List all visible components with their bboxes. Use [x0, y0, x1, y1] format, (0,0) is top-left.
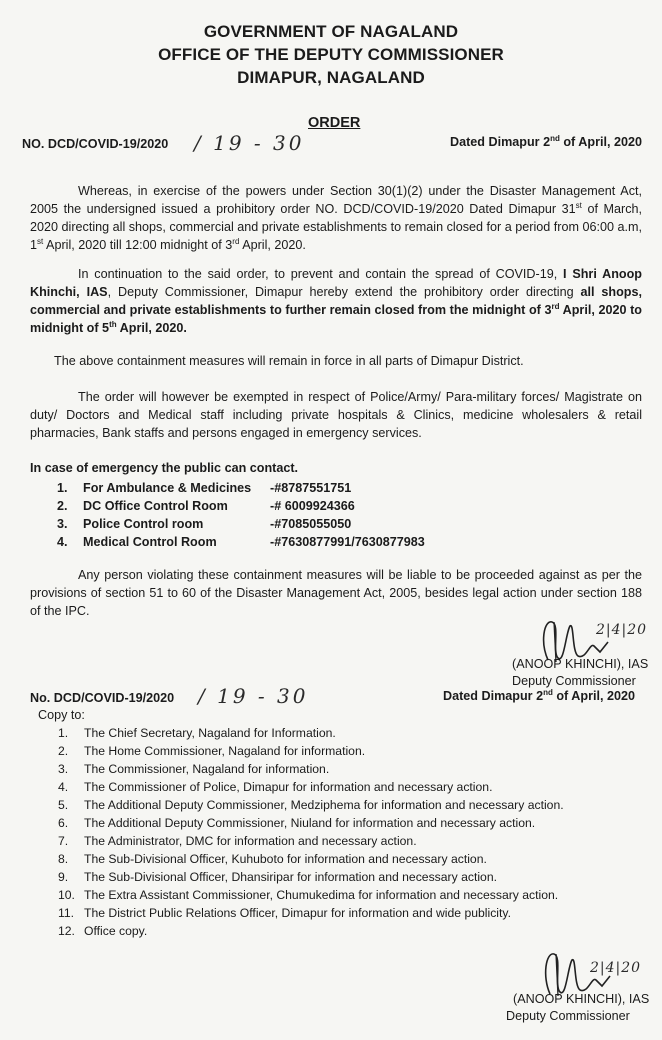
emergency-number: -#8787551751 [270, 481, 352, 495]
emergency-number: -#7085055050 [270, 517, 352, 531]
copy-item: 1. The Chief Secretary, Nagaland for Information. [58, 726, 336, 740]
emergency-item: 3. Police Control room [57, 517, 204, 531]
copy-item: 8. The Sub-Divisional Officer, Kuhuboto for information and necessary action. [58, 852, 487, 866]
copy-item: 9. The Sub-Divisional Officer, Dhansiripar for information and necessary action. [58, 870, 497, 884]
copy-item: 3. The Commissioner, Nagaland for information. [58, 762, 330, 776]
copy-item: 6. The Additional Deputy Commissioner, Niuland for information and necessary action. [58, 816, 536, 830]
copy-order-date: Dated Dimapur 2nd of April, 2020 [443, 687, 635, 703]
copy-item: 4. The Commissioner of Police, Dimapur for information and necessary action. [58, 780, 493, 794]
copy-item: 12. Office copy. [58, 924, 148, 938]
copy-item: 10. The Extra Assistant Commissioner, Chumukedima for information and necessary action. [58, 888, 559, 902]
emergency-item: 1. For Ambulance & Medicines [57, 481, 252, 495]
copy-item: 2. The Home Commissioner, Nagaland for information. [58, 744, 366, 758]
copy-handwritten-number: / 19 - 30 [198, 684, 309, 708]
paragraph-penalty: Any person violating these containment measures will be liable to be proceeded against as per the provisions of section 51 to 60 of the Disaster Management Act, 2005, besides legal action under section 188 of the IPC. [30, 568, 642, 618]
emergency-number: -#7630877991/7630877983 [270, 535, 425, 549]
signature-date: 2|4|20 [590, 960, 642, 976]
order-date: Dated Dimapur 2nd of April, 2020 [450, 133, 642, 149]
paragraph-containment: The above containment measures will remain in force in all parts of Dimapur District. [54, 354, 524, 368]
copy-order-number: No. DCD/COVID-19/2020 [30, 691, 175, 705]
paragraph-exemption: The order will however be exempted in respect of Police/Army/ Para-military forces/ Magistrate on duty/ Doctors and Medical staff including private hospitals & Clinics, medicine wholesalers & retail pharmacies, Bank staffs and persons engaged in emergency services. [30, 390, 642, 440]
signature-date: 2|4|20 [596, 622, 648, 638]
header-office: OFFICE OF THE DEPUTY COMMISSIONER [158, 45, 504, 64]
copy-to-label: Copy to: [38, 708, 85, 722]
emergency-number: -# 6009924366 [270, 499, 355, 513]
emergency-item: 4. Medical Control Room [57, 535, 217, 549]
signatory-name: (ANOOP KHINCHI), IAS [513, 992, 650, 1006]
copy-item: 11. The District Public Relations Officer, Dimapur for information and wide publicity. [58, 906, 511, 920]
signatory-title: Deputy Commissioner [506, 1009, 630, 1023]
order-title: ORDER [308, 115, 361, 131]
handwritten-number: / 19 - 30 [194, 131, 305, 155]
copy-item: 7. The Administrator, DMC for information and necessary action. [58, 834, 417, 848]
signatory-title: Deputy Commissioner [512, 674, 636, 688]
copy-item: 5. The Additional Deputy Commissioner, Medziphema for information and necessary action. [58, 798, 564, 812]
order-number: NO. DCD/COVID-19/2020 [22, 137, 169, 151]
paragraph-continuation: In continuation to the said order, to prevent and contain the spread of COVID-19, I Shri Anoop Khinchi, IAS, Deputy Commissioner, Dimapur hereby extend the prohibitory order directing all shops, commercial and private establishments to further remain closed from the midnight of 3rd April, 2020 to midnight of 5th April, 2020. [30, 267, 643, 335]
emergency-heading: In case of emergency the public can contact. [30, 461, 299, 475]
header-government: GOVERNMENT OF NAGALAND [203, 22, 459, 41]
header-location: DIMAPUR, NAGALAND [237, 68, 425, 87]
signatory-name: (ANOOP KHINCHI), IAS [512, 657, 649, 671]
emergency-item: 2. DC Office Control Room [57, 499, 228, 513]
paragraph-whereas: Whereas, in exercise of the powers under Section 30(1)(2) under the Disaster Management Act, 2005 the undersigned issued a prohibitory order NO. DCD/COVID-19/2020 Dated Dimapur 31st of March, 2020 directing all shops, commercial and private establishments to remain closed for a period from 06:00 a.m, 1st April, 2020 till 12:00 midnight of 3rd April, 2020. [30, 184, 642, 252]
